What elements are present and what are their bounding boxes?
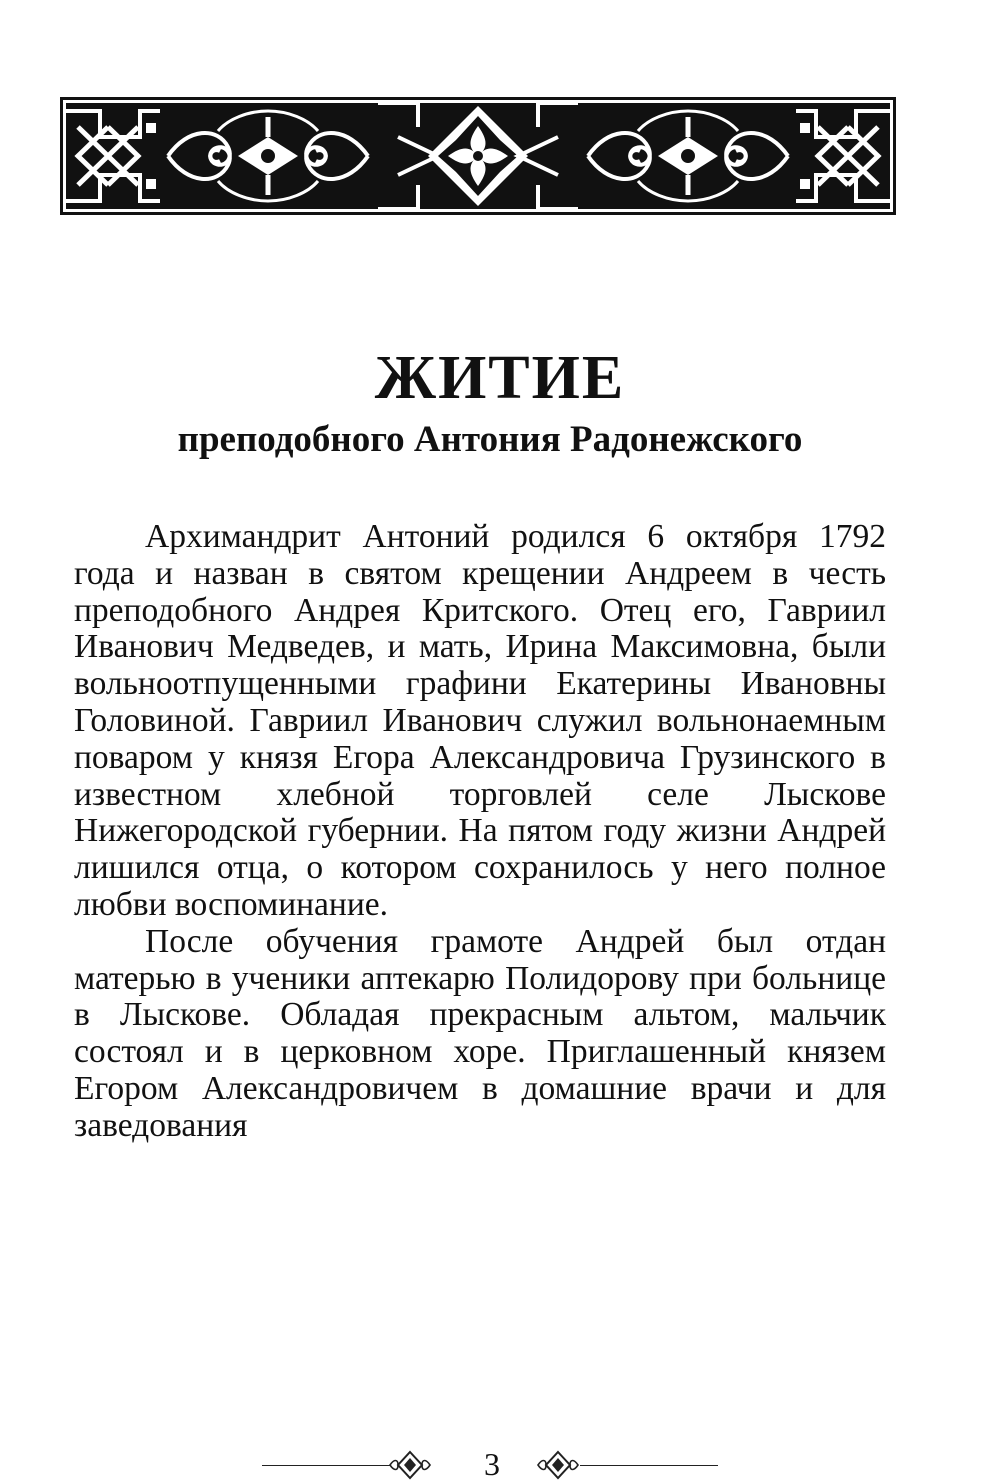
diamond-flourish-icon bbox=[536, 1450, 580, 1480]
diamond-flourish-icon bbox=[388, 1450, 432, 1480]
body-text bbox=[74, 519, 886, 1145]
header-ornament-band bbox=[60, 97, 896, 215]
paragraph-2: После обучения грамоте Андрей был отдан матерью в ученики аптекарю Полидорову при больнице в Лыскове. Обладая прекрасным альтом, мальчик состоял и в церковном хоре. Приглашенный князем Егором Александровичем в домашние врачи и для заведования bbox=[74, 922, 886, 1144]
celtic-knot-ornament-icon bbox=[60, 97, 896, 215]
page-number: 3 bbox=[484, 1446, 500, 1482]
paragraph-1: Архимандрит Антоний родился 6 октября 1792 года и назван в святом крещении Андреем в честь преподобного Андрея Критского. Отец его, Гавриил Иванович Медведев, и мать, Ирина Максимовна, были вольноотпущенными графини Екатерины Ивановны Головиной. Гавриил Иванович служил вольнонаемным поваром у князя Егора Александровича Грузинского в известном хлебной торговлей селе Лыскове Нижегородской губернии. На пятом году жизни Андрей лишился отца, о котором сохранилось у него полное любви воспоминание. bbox=[74, 518, 886, 923]
footer-rule-right bbox=[580, 1465, 718, 1466]
footer-rule-left bbox=[262, 1465, 390, 1466]
page-title: ЖИТИЕ bbox=[374, 344, 626, 412]
page-footer bbox=[262, 1448, 722, 1482]
page-subtitle: преподобного Антония Радонежского bbox=[177, 419, 803, 460]
